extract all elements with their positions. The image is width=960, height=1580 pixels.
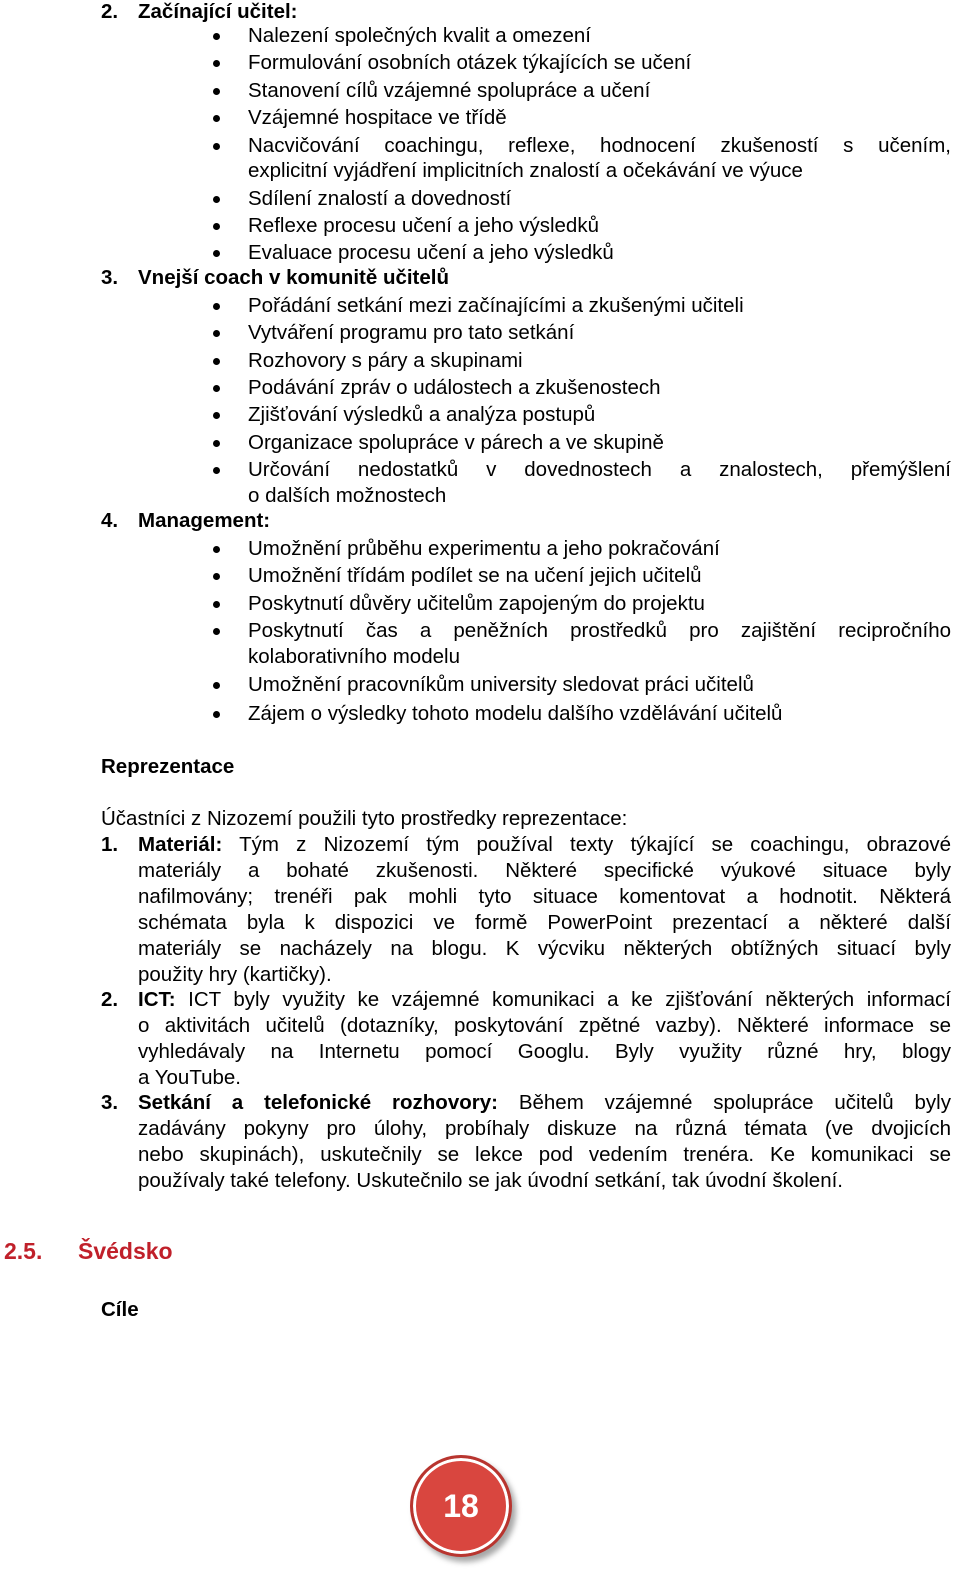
subsection-heading: Cíle	[101, 1298, 139, 1321]
chapter-title: Švédsko	[78, 1238, 173, 1264]
list-item: Zjišťování výsledků a analýza postupů	[248, 402, 951, 428]
list-item: Umožnění pracovníkům university sledovat práci učitelů	[248, 672, 951, 698]
list-item-continuation: o dalších možnostech	[248, 484, 447, 507]
paragraph-line: schémata byla k dispozici ve formě PowerPoint prezentací a některé další	[138, 911, 951, 934]
paragraph-line: nafilmovány; trenéři pak mohli tyto situace komentovat a hodnotit. Některá	[138, 885, 951, 908]
list-item: Rozhovory s páry a skupinami	[248, 348, 951, 374]
list-item: Podávání zpráv o událostech a zkušenostech	[248, 375, 951, 401]
paragraph-line	[138, 1090, 951, 1116]
paragraph-line: materiály se nacházely na blogu. K výcviku některých obtížných situací byly	[138, 937, 951, 960]
list-item: Pořádání setkání mezi začínajícími a zkušenými učiteli	[248, 293, 951, 319]
paragraph-line: vyhledávaly na Internetu pomocí Googlu. Byly využity různé hry, blogy	[138, 1040, 951, 1063]
line-text: Tým z Nizozemí tým používal texty týkající se coachingu, obrazové	[239, 833, 951, 856]
line-text: Během vzájemné spolupráce učitelů byly	[518, 1091, 951, 1114]
paragraph-line: zadávány pokyny pro úlohy, probíhaly diskuze na různá témata (ve dvojicích	[138, 1117, 951, 1140]
section-3-heading	[101, 266, 449, 290]
list-item: Nacvičování coachingu, reflexe, hodnocení zkušeností s učením,	[248, 134, 951, 157]
list-item: Stanovení cílů vzájemné spolupráce a učení	[248, 78, 951, 104]
paragraph-line: a YouTube.	[138, 1066, 241, 1089]
item-label: Setkání a telefonické rozhovory:	[138, 1091, 498, 1114]
paragraph-line: používaly také telefony. Uskutečnilo se jak úvodní setkání, tak úvodní školení.	[138, 1169, 843, 1192]
item-label: Materiál:	[138, 833, 223, 856]
section-number: 3.	[101, 266, 119, 289]
list-item: Umožnění třídám podílet se na učení jejich učitelů	[248, 563, 951, 589]
chapter-number: 2.5.	[4, 1238, 43, 1264]
list-item: Vzájemné hospitace ve třídě	[248, 105, 951, 131]
page-number-badge	[410, 1455, 512, 1557]
paragraph-line: nebo skupinách), uskutečnily se lekce pod vedením trenéra. Ke komunikaci se	[138, 1143, 951, 1166]
list-item: Zájem o výsledky tohoto modelu dalšího vzdělávání učitelů	[248, 701, 951, 727]
list-item: Určování nedostatků v dovednostech a znalostech, přemýšlení	[248, 458, 951, 481]
section-title: Začínající učitel:	[138, 0, 298, 23]
list-item: Formulování osobních otázek týkajících se učení	[248, 50, 951, 76]
paragraph-line: použity hry (kartičky).	[138, 963, 332, 986]
item-label: ICT:	[138, 988, 176, 1011]
paragraph-line: o aktivitách učitelů (dotazníky, poskytování zpětné vazby). Některé informace se	[138, 1014, 951, 1037]
list-item: Evaluace procesu učení a jeho výsledků	[248, 240, 951, 266]
list-item: Organizace spolupráce v párech a ve skupině	[248, 430, 951, 456]
section-number: 2.	[101, 0, 119, 23]
paragraph-line	[138, 832, 951, 858]
section-4-heading	[101, 509, 270, 533]
list-item: Umožnění průběhu experimentu a jeho pokračování	[248, 536, 951, 562]
section-2-heading	[101, 0, 298, 24]
section-title: Management:	[138, 509, 271, 532]
item-number: 2.	[101, 988, 119, 1011]
paragraph-line: materiály a bohaté zkušenosti. Některé specifické výukové situace byly	[138, 859, 951, 882]
intro-paragraph: Účastníci z Nizozemí použili tyto prostředky reprezentace:	[101, 807, 628, 830]
page-number: 18	[443, 1487, 479, 1524]
line-text: ICT byly využity ke vzájemné komunikaci a ke zjišťování některých informací	[188, 988, 951, 1011]
list-item: Reflexe procesu učení a jeho výsledků	[248, 213, 951, 239]
paragraph-line	[138, 987, 951, 1013]
item-number: 1.	[101, 833, 119, 856]
list-item: Poskytnutí důvěry učitelům zapojeným do projektu	[248, 591, 951, 617]
list-item: Vytváření programu pro tato setkání	[248, 320, 951, 346]
list-item: Nalezení společných kvalit a omezení	[248, 23, 951, 49]
list-item-continuation: kolaborativního modelu	[248, 645, 460, 668]
subsection-heading: Reprezentace	[101, 755, 235, 778]
section-number: 4.	[101, 509, 119, 532]
section-title: Vnejší coach v komunitě učitelů	[138, 266, 450, 289]
list-item: Poskytnutí čas a peněžních prostředků pro zajištění recipročního	[248, 619, 951, 642]
item-number: 3.	[101, 1091, 119, 1114]
list-item: Sdílení znalostí a dovedností	[248, 186, 951, 212]
list-item-continuation: explicitní vyjádření implicitních znalostí a očekávání ve výuce	[248, 159, 803, 182]
